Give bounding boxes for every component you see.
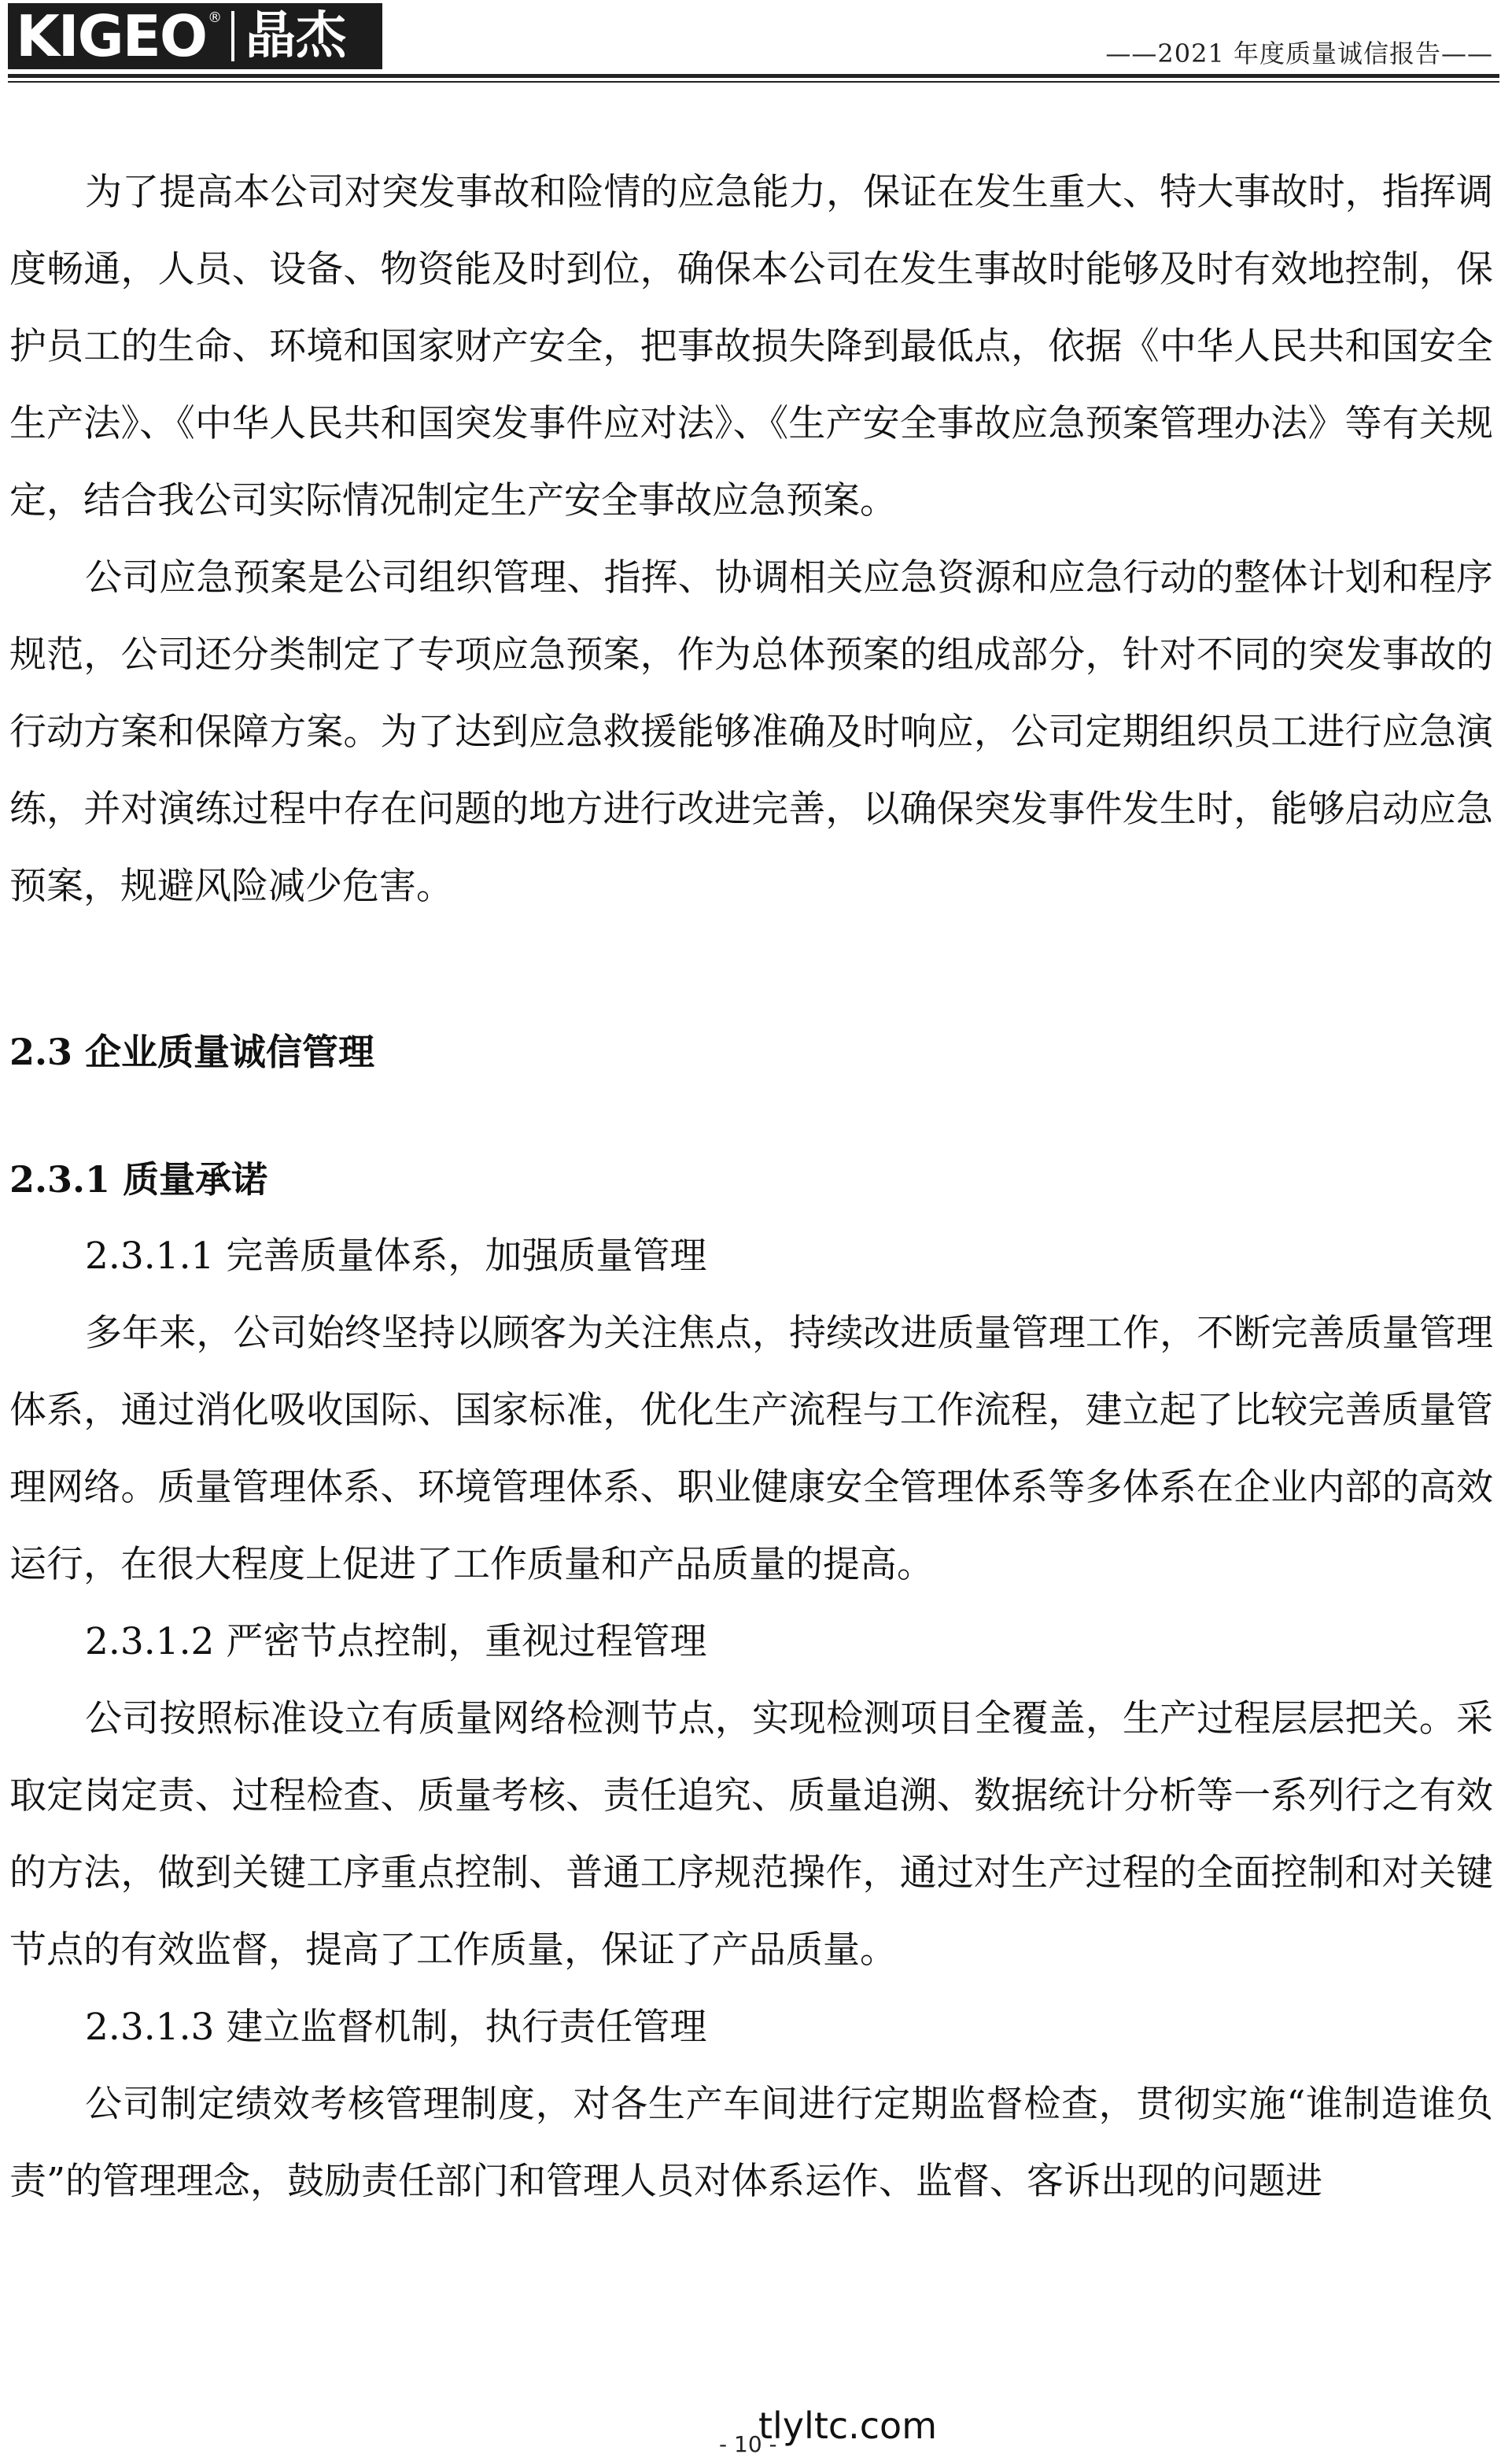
logo-latin-text: KIGEO: [16, 3, 207, 69]
paragraph-emergency-plan: 为了提高本公司对突发事故和险情的应急能力，保证在发生重大、特大事故时，指挥调度畅通，人员、设备、物资能及时到位，确保本公司在发生事故时能够及时有效地控制，保护员工的生命、环境和国家财产安全，把事故损失降到最低点，依据《中华人民共和国安全生产法》、《中华人民共和国突发事件应对法》、《生产安全事故应急预案管理办法》等有关规定，结合我公司实际情况制定生产安全事故应急预案。: [9, 171, 1493, 522]
section-spacer: [9, 925, 1493, 1013]
subsection-heading-2-3-1-2: 2.3.1.2 严密节点控制，重视过程管理: [85, 1620, 707, 1663]
logo-registered-mark: ®: [208, 9, 223, 26]
document-body: [9, 154, 1493, 2220]
page-header: [0, 0, 1512, 88]
section-spacer: [9, 1091, 1493, 1141]
section-heading-2-3: 2.3 企业质量诚信管理: [9, 1031, 375, 1073]
paragraph-emergency-program: 公司应急预案是公司组织管理、指挥、协调相关应急资源和应急行动的整体计划和程序规范，公司还分类制定了专项应急预案，作为总体预案的组成部分，针对不同的突发事故的行动方案和保障方案。为了达到应急救援能够准确及时响应，公司定期组织员工进行应急演练，并对演练过程中存在问题的地方进行改进完善，以确保突发事件发生时，能够启动应急预案，规避风险减少危害。: [9, 556, 1493, 908]
logo-chinese-text: 晶杰: [245, 7, 347, 65]
paragraph-supervision: 公司制定绩效考核管理制度，对各生产车间进行定期监督检查，贯彻实施“谁制造谁负责”的管理理念，鼓励责任部门和管理人员对体系运作、监督、客诉出现的问题进: [9, 2083, 1493, 2203]
header-rule-thin: [8, 81, 1499, 83]
paragraph-quality-system: 多年来，公司始终坚持以顾客为关注焦点，持续改进质量管理工作，不断完善质量管理体系，通过消化吸收国际、国家标准，优化生产流程与工作流程，建立起了比较完善质量管理网络。质量管理体系、环境管理体系、职业健康安全管理体系等多体系在企业内部的高效运行，在很大程度上促进了工作质量和产品质量的提高。: [9, 1312, 1493, 1586]
logo-divider: [231, 11, 234, 61]
section-heading-2-3-1: 2.3.1 质量承诺: [9, 1158, 268, 1201]
company-logo: [8, 3, 382, 69]
subsection-heading-2-3-1-3: 2.3.1.3 建立监督机制，执行责任管理: [85, 2006, 707, 2049]
report-title: ——2021 年度质量诚信报告——: [1105, 39, 1493, 68]
page-number: - 10 -: [719, 2431, 777, 2457]
paragraph-process-control: 公司按照标准设立有质量网络检测节点，实现检测项目全覆盖，生产过程层层把关。采取定岗定责、过程检查、质量考核、责任追究、质量追溯、数据统计分析等一系列行之有效的方法，做到关键工序重点控制、普通工序规范操作，通过对生产过程的全面控制和对关键节点的有效监督，提高了工作质量，保证了产品质量。: [9, 1697, 1493, 1972]
subsection-heading-2-3-1-1: 2.3.1.1 完善质量体系，加强质量管理: [85, 1235, 707, 1278]
header-rule-thick: [8, 74, 1499, 78]
watermark-text: tlyltc.com: [758, 2404, 938, 2447]
